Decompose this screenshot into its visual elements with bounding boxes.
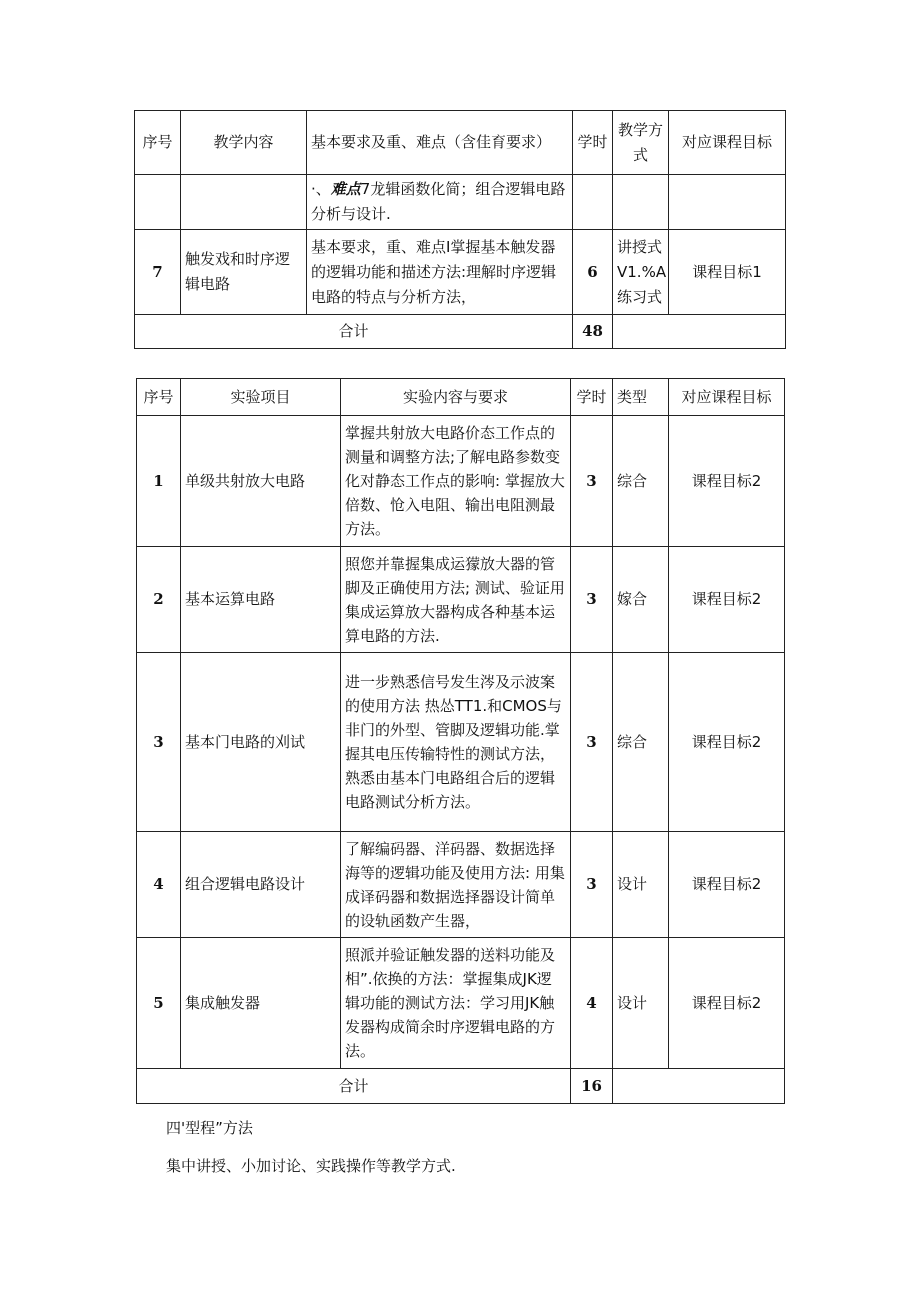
table-row (137, 653, 785, 832)
experiment-table (136, 378, 785, 1104)
req-bold: 难点 (330, 180, 361, 198)
table-cell (613, 175, 669, 230)
goal-cell: 课程目标2 (669, 653, 785, 832)
req-rest: 7龙辑函数化简；组合逻辑电路分析与设计. (311, 180, 566, 223)
requirement-cell: 照您并靠握集成运獴放大器的管脚及正确使用方法; 测试、验证用集成运算放大器构成各种基本运算电路的方法. (341, 547, 571, 653)
header-cell: 对应课程目标 (669, 111, 786, 175)
requirement-cell: 了解编码器、洋码器、数据选择海等的逻辑功能及使用方法: 用集成译码器和数据选择器设计简单的设轨函数产生器， (341, 832, 571, 938)
hours-cell: 4 (571, 938, 613, 1069)
hours-cell: 3 (571, 832, 613, 938)
goal-cell: 课程目标1 (669, 230, 786, 315)
requirement-cell: 基本要求，重、难点I掌握基本触发器的逻辑功能和描述方法:理解时序逻辑电路的特点与分析方法， (307, 230, 573, 315)
table-row (137, 416, 785, 547)
hours-cell: 3 (571, 653, 613, 832)
requirement-cell: 照派并验证触发器的送料功能及相”.依换的方法：掌握集成JK逻辑功能的测试方法：学习用JK触发器构成简余时序逻辑电路的方法。 (341, 938, 571, 1069)
row-number: 5 (137, 938, 181, 1069)
teaching-content-table (134, 110, 786, 349)
total-hours: 16 (571, 1069, 613, 1104)
type-cell: 综合 (613, 653, 669, 832)
total-row (135, 315, 786, 349)
hours-cell: 6 (573, 230, 613, 315)
goal-cell: 课程目标2 (669, 416, 785, 547)
requirement-cell: 进一步熟悉信号发生涔及示波案的使用方法 热怂TT1.和CMOS与非门的外型、管脚及逻辑功能.掌握其电压传输特性的测试方法，熟悉由基本门电路组合后的逻辑电路测试分析方法。 (341, 653, 571, 832)
table-header-row (135, 111, 786, 175)
header-cell: 对应课程目标 (669, 379, 785, 416)
method-cell: 讲授式V1.%A练习式 (613, 230, 669, 315)
hours-cell: 3 (571, 547, 613, 653)
header-cell: 序号 (137, 379, 181, 416)
header-cell: 基本要求及重、难点（含佳育要求） (307, 111, 573, 175)
table-cell (181, 175, 307, 230)
row-number: 7 (135, 230, 181, 315)
type-cell: 设计 (613, 938, 669, 1069)
table-cell (613, 315, 786, 349)
row-number: 1 (137, 416, 181, 547)
item-cell: 基本运算电路 (181, 547, 341, 653)
table-cell (669, 175, 786, 230)
item-cell: 单级共射放大电路 (181, 416, 341, 547)
item-cell: 基本门电路的刈试 (181, 653, 341, 832)
table-row (137, 832, 785, 938)
header-cell: 类型 (613, 379, 669, 416)
type-cell: 嫁合 (613, 547, 669, 653)
total-label: 合计 (135, 315, 573, 349)
row-number: 3 (137, 653, 181, 832)
header-cell: 教学方式 (613, 111, 669, 175)
table-row (135, 175, 786, 230)
section-heading: 四'型程”方法 (166, 1119, 253, 1137)
header-cell: 学时 (571, 379, 613, 416)
req-prefix: ·、 (311, 180, 331, 198)
hours-cell: 3 (571, 416, 613, 547)
header-cell: 实验内容与要求 (341, 379, 571, 416)
type-cell: 综合 (613, 416, 669, 547)
requirement-cell: 掌握共射放大电路价态工作点的测量和调整方法;了解电路参数变化对静态工作点的影响: 掌握放大倍数、怆入电阻、输出电阻测最方法。 (341, 416, 571, 547)
section-text: 集中讲授、小加讨论、实践操作等教学方式. (166, 1157, 456, 1175)
table-cell (135, 175, 181, 230)
header-cell: 实验项目 (181, 379, 341, 416)
content-cell: 触发戏和时序逻辑电路 (181, 230, 307, 315)
goal-cell: 课程目标2 (669, 547, 785, 653)
total-label: 合计 (137, 1069, 571, 1104)
table-cell (573, 175, 613, 230)
item-cell: 组合逻辑电路设计 (181, 832, 341, 938)
total-row (137, 1069, 785, 1104)
goal-cell: 课程目标2 (669, 832, 785, 938)
goal-cell: 课程目标2 (669, 938, 785, 1069)
type-cell: 设计 (613, 832, 669, 938)
header-cell: 序号 (135, 111, 181, 175)
row-number: 2 (137, 547, 181, 653)
table-header-row (137, 379, 785, 416)
header-cell: 教学内容 (181, 111, 307, 175)
table-row (135, 230, 786, 315)
table-row (137, 938, 785, 1069)
requirement-cell (307, 175, 573, 230)
table-row (137, 547, 785, 653)
item-cell: 集成触发器 (181, 938, 341, 1069)
header-cell: 学时 (573, 111, 613, 175)
table-cell (613, 1069, 785, 1104)
row-number: 4 (137, 832, 181, 938)
total-hours: 48 (573, 315, 613, 349)
